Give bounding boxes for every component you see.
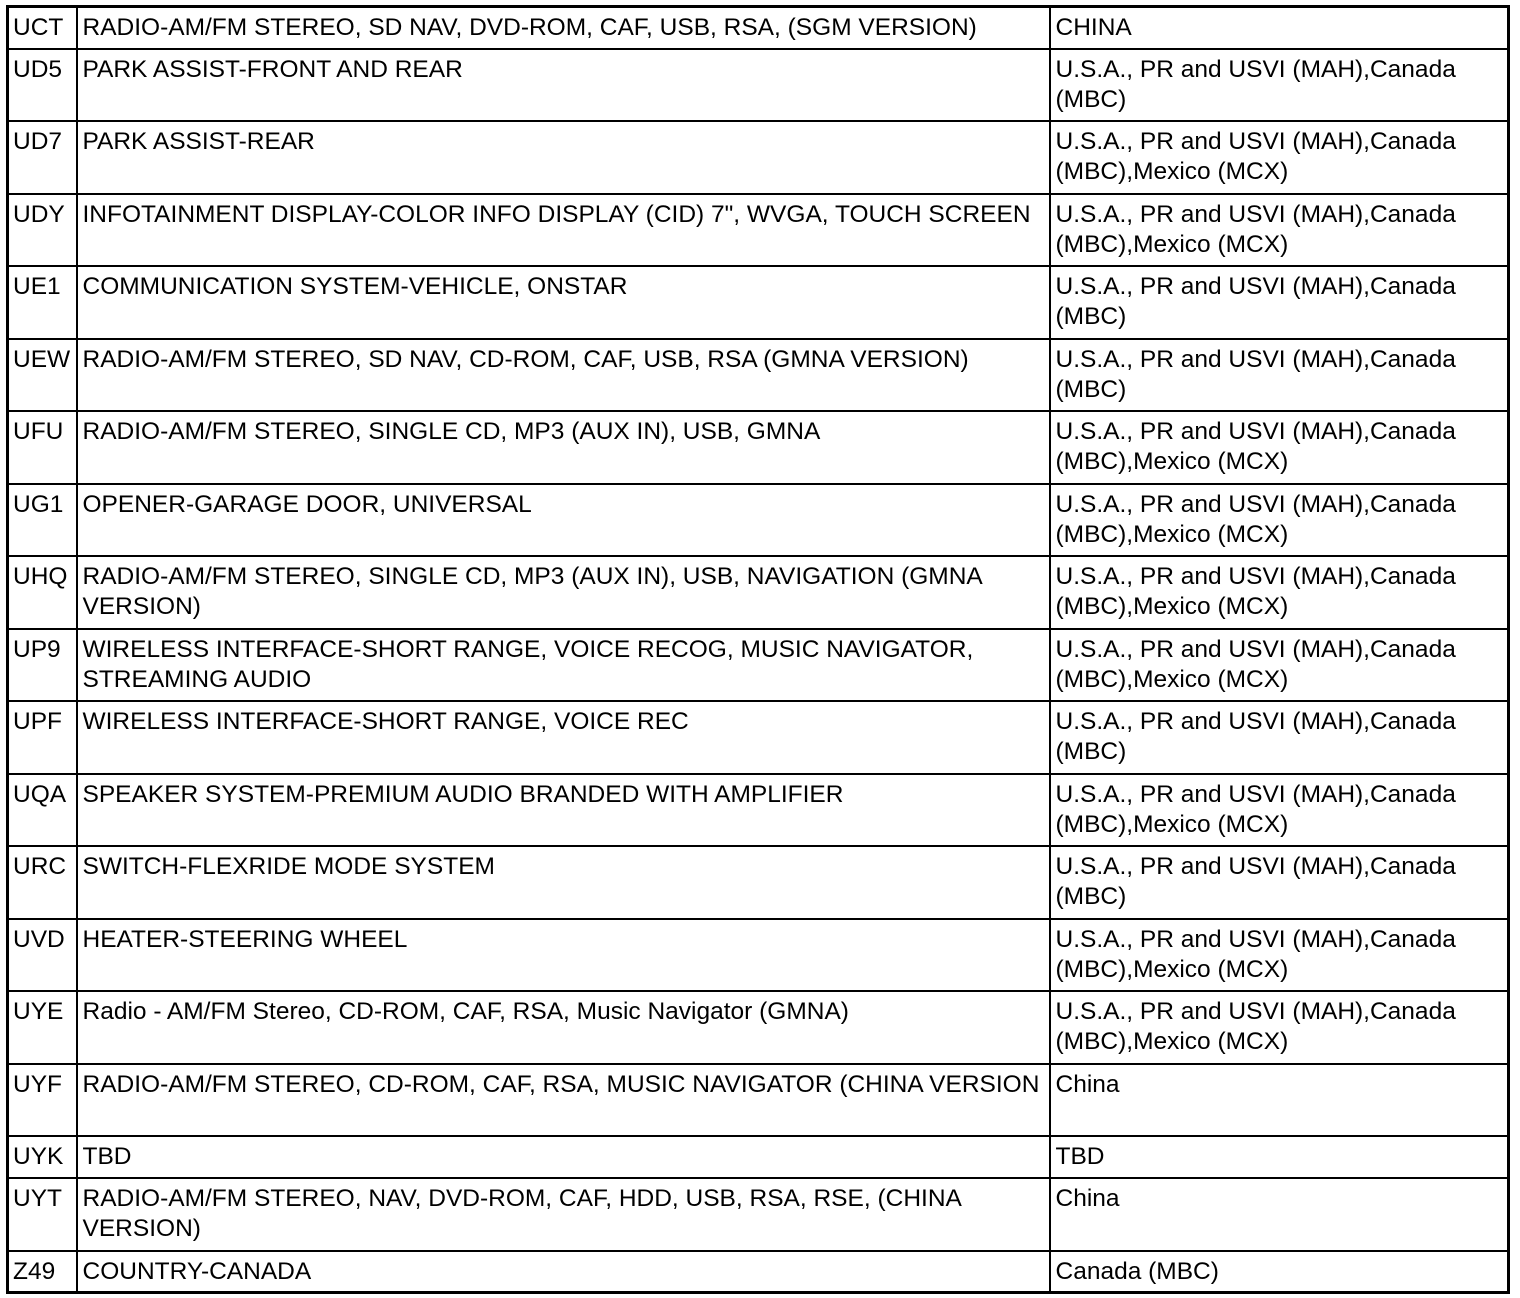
- option-region: U.S.A., PR and USVI (MAH),Canada (MBC),Mexico (MCX): [1050, 556, 1509, 629]
- table-row: [8, 846, 1509, 919]
- option-region: U.S.A., PR and USVI (MAH),Canada (MBC): [1050, 49, 1509, 122]
- option-code: UG1: [8, 484, 77, 557]
- table-row: [8, 484, 1509, 557]
- option-region: U.S.A., PR and USVI (MAH),Canada (MBC): [1050, 339, 1509, 412]
- option-description: WIRELESS INTERFACE-SHORT RANGE, VOICE REC: [77, 701, 1050, 774]
- option-region: TBD: [1050, 1136, 1509, 1178]
- option-region: U.S.A., PR and USVI (MAH),Canada (MBC): [1050, 701, 1509, 774]
- option-region: U.S.A., PR and USVI (MAH),Canada (MBC),Mexico (MCX): [1050, 194, 1509, 267]
- table-row: [8, 7, 1509, 49]
- table-row: [8, 1251, 1509, 1293]
- option-region: U.S.A., PR and USVI (MAH),Canada (MBC),Mexico (MCX): [1050, 774, 1509, 847]
- document-page: [6, 5, 1507, 1294]
- option-description: SWITCH-FLEXRIDE MODE SYSTEM: [77, 846, 1050, 919]
- option-description: WIRELESS INTERFACE-SHORT RANGE, VOICE RECOG, MUSIC NAVIGATOR, STREAMING AUDIO: [77, 629, 1050, 702]
- option-code: UCT: [8, 7, 77, 49]
- table-row: [8, 629, 1509, 702]
- table-row: [8, 49, 1509, 122]
- option-code: UQA: [8, 774, 77, 847]
- option-code: URC: [8, 846, 77, 919]
- option-description: PARK ASSIST-REAR: [77, 121, 1050, 194]
- table-row: [8, 701, 1509, 774]
- option-region: China: [1050, 1178, 1509, 1251]
- table-row: [8, 194, 1509, 267]
- option-description: TBD: [77, 1136, 1050, 1178]
- option-region: U.S.A., PR and USVI (MAH),Canada (MBC),Mexico (MCX): [1050, 411, 1509, 484]
- option-code: UHQ: [8, 556, 77, 629]
- option-code: UDY: [8, 194, 77, 267]
- option-code-table: [6, 5, 1510, 1294]
- option-code: UEW: [8, 339, 77, 412]
- option-code: UYT: [8, 1178, 77, 1251]
- option-description: SPEAKER SYSTEM-PREMIUM AUDIO BRANDED WITH AMPLIFIER: [77, 774, 1050, 847]
- option-description: RADIO-AM/FM STEREO, CD-ROM, CAF, RSA, MUSIC NAVIGATOR (CHINA VERSION: [77, 1064, 1050, 1137]
- option-code: UYE: [8, 991, 77, 1064]
- option-code: UD7: [8, 121, 77, 194]
- option-description: RADIO-AM/FM STEREO, SD NAV, DVD-ROM, CAF, USB, RSA, (SGM VERSION): [77, 7, 1050, 49]
- table-row: [8, 121, 1509, 194]
- option-code: UVD: [8, 919, 77, 992]
- option-code: Z49: [8, 1251, 77, 1293]
- option-description: RADIO-AM/FM STEREO, SINGLE CD, MP3 (AUX IN), USB, GMNA: [77, 411, 1050, 484]
- option-region: CHINA: [1050, 7, 1509, 49]
- option-region: U.S.A., PR and USVI (MAH),Canada (MBC),Mexico (MCX): [1050, 629, 1509, 702]
- option-region: China: [1050, 1064, 1509, 1137]
- option-region: Canada (MBC): [1050, 1251, 1509, 1293]
- option-region: U.S.A., PR and USVI (MAH),Canada (MBC): [1050, 266, 1509, 339]
- option-description: RADIO-AM/FM STEREO, SINGLE CD, MP3 (AUX IN), USB, NAVIGATION (GMNA VERSION): [77, 556, 1050, 629]
- option-code: UE1: [8, 266, 77, 339]
- table-row: [8, 266, 1509, 339]
- option-description: RADIO-AM/FM STEREO, NAV, DVD-ROM, CAF, HDD, USB, RSA, RSE, (CHINA VERSION): [77, 1178, 1050, 1251]
- table-row: [8, 339, 1509, 412]
- option-code: UYK: [8, 1136, 77, 1178]
- option-region: U.S.A., PR and USVI (MAH),Canada (MBC): [1050, 846, 1509, 919]
- option-description: HEATER-STEERING WHEEL: [77, 919, 1050, 992]
- table-row: [8, 556, 1509, 629]
- option-code: UFU: [8, 411, 77, 484]
- option-description: Radio - AM/FM Stereo, CD-ROM, CAF, RSA, Music Navigator (GMNA): [77, 991, 1050, 1064]
- table-row: [8, 411, 1509, 484]
- option-code: UP9: [8, 629, 77, 702]
- option-description: INFOTAINMENT DISPLAY-COLOR INFO DISPLAY (CID) 7", WVGA, TOUCH SCREEN: [77, 194, 1050, 267]
- option-region: U.S.A., PR and USVI (MAH),Canada (MBC),Mexico (MCX): [1050, 991, 1509, 1064]
- table-row: [8, 1178, 1509, 1251]
- option-description: OPENER-GARAGE DOOR, UNIVERSAL: [77, 484, 1050, 557]
- table-row: [8, 919, 1509, 992]
- option-description: RADIO-AM/FM STEREO, SD NAV, CD-ROM, CAF, USB, RSA (GMNA VERSION): [77, 339, 1050, 412]
- option-code: UD5: [8, 49, 77, 122]
- table-row: [8, 1064, 1509, 1137]
- table-row: [8, 991, 1509, 1064]
- option-description: COMMUNICATION SYSTEM-VEHICLE, ONSTAR: [77, 266, 1050, 339]
- option-region: U.S.A., PR and USVI (MAH),Canada (MBC),Mexico (MCX): [1050, 121, 1509, 194]
- option-code: UPF: [8, 701, 77, 774]
- table-row: [8, 774, 1509, 847]
- option-region: U.S.A., PR and USVI (MAH),Canada (MBC),Mexico (MCX): [1050, 919, 1509, 992]
- option-region: U.S.A., PR and USVI (MAH),Canada (MBC),Mexico (MCX): [1050, 484, 1509, 557]
- option-description: PARK ASSIST-FRONT AND REAR: [77, 49, 1050, 122]
- table-row: [8, 1136, 1509, 1178]
- option-code: UYF: [8, 1064, 77, 1137]
- option-description: COUNTRY-CANADA: [77, 1251, 1050, 1293]
